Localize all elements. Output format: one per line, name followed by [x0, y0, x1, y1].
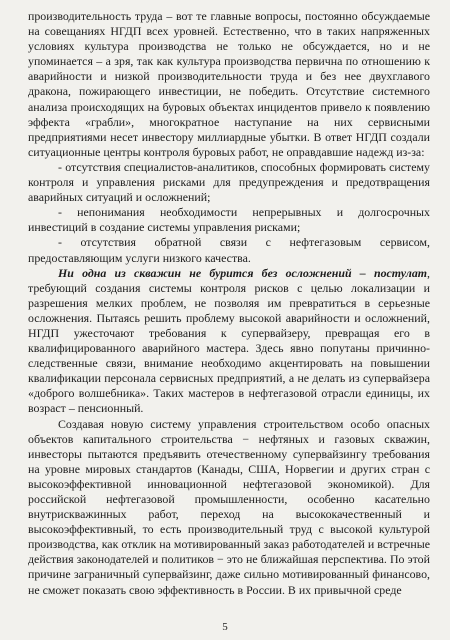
list-item-analysts: - отсутствия специалистов-аналитиков, способных формировать систему контроля и управления рисками для предупреждения и предотвращения аварийных ситуаций и осложнений;	[28, 159, 430, 205]
body-text	[28, 9, 430, 598]
postulate-emphasis: Ни одна из скважин не бурится без осложнений – постулат	[58, 265, 428, 280]
paragraph-postulate	[28, 266, 430, 417]
list-item-investments: - непонимания необходимости непрерывных и долгосрочных инвестиций в создание системы управления рисками;	[28, 205, 430, 235]
paragraph-supervising: Создавая новую систему управления строительством особо опасных объектов капитального строительства − нефтяных и газовых скважин, инвесторы пытаются предъявить отечественному супервайзингу требования на уровне мировых стандартов (Канады, США, Норвегии и других стран с высокоэффективной инновационной нефтегазовой экономикой). Для российской нефтегазовой промышленности, особенно касательно внутрискважинных работ, переход на высококачественный и высокоэффективный, то есть производительный труд с высокой культурой производства, как отклик на мотивированный заказ работодателей и встречные действия законодателей и политиков − это не ближайшая перспектива. По этой причине заграничный супервайзинг, даже сильно мотивированный финансово, не сможет показать свою эффективность в России. В их привычной среде	[28, 416, 430, 597]
paragraph-continued: производительность труда – вот те главные вопросы, постоянно обсуждаемые на совещаниях НГДП всех уровней. Естественно, что в таких напряженных условиях культура производства не только не обсуждается, но и не упоминается – а зря, так как культура производства первична по отношению к аварийности и низкой производительности труда и без нее двухглавого дракона, пожирающего инвестиции, не победить. Отсутствие системного анализа происходящих на буровых объектах инцидентов привело к появлению эффекта «грабли», многократное наступание на них сервисными предприятиями несет инвестору миллиардные убытки. В ответ НГДП создали ситуационные центры контроля буровых работ, не оправдавшие надежд из-за:	[28, 9, 430, 159]
list-item-feedback: - отсутствия обратной связи с нефтегазовым сервисом, предоставляющим услуги низкого качества.	[28, 235, 430, 265]
page-number: 5	[222, 621, 228, 633]
postulate-text: , требующий создания системы контроля рисков с целью локализации и разрешения мелких проблем, не позволяя им превратиться в серьезные осложнения. Пытаясь решить проблему высокой аварийности и осложнений, НГДП ужесточают требования к супервайзеру, превращая его в квалифицированного аварийного мастера. Здесь явно попутаны причинно-следственные связи, внимание необходимо акцентировать на повышении квалификации персонала сервисных предприятий, а не делать из супервайзера «доброго волшебника». Таких мастеров в нефтегазовой отрасли единицы, их возраст – пенсионный.	[28, 265, 430, 416]
